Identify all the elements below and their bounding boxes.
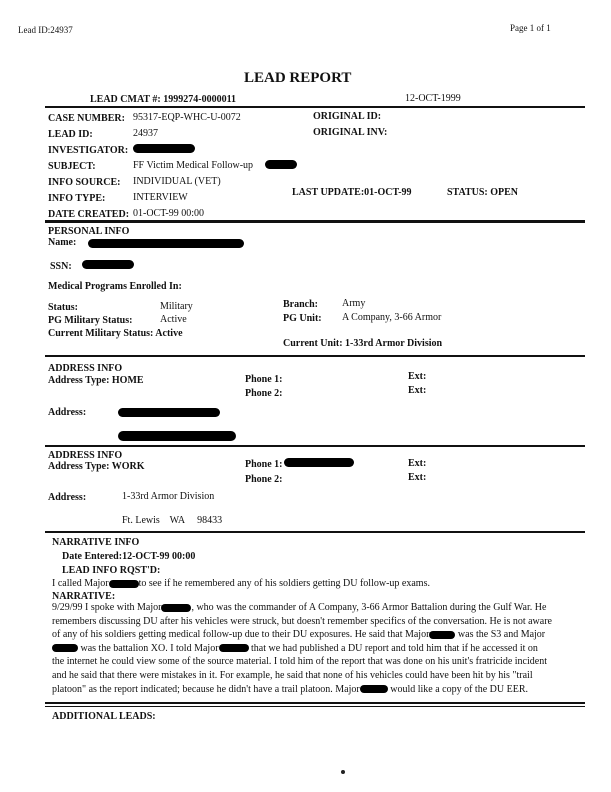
page-number: Page 1 of 1 bbox=[510, 23, 551, 33]
date-created: 01-OCT-99 00:00 bbox=[133, 208, 205, 219]
date-created-label: DATE CREATED: bbox=[48, 209, 130, 220]
phone2-label: Phone 2: bbox=[245, 388, 283, 399]
redaction bbox=[82, 260, 134, 269]
current-unit: Current Unit: 1-33rd Armor Division bbox=[283, 338, 443, 349]
address-home-heading: ADDRESS INFO bbox=[48, 363, 123, 374]
status-label: Status: bbox=[48, 302, 79, 313]
case-number-label: CASE NUMBER: bbox=[48, 113, 125, 124]
info-source-label: INFO SOURCE: bbox=[48, 177, 121, 188]
ext2-label: Ext: bbox=[408, 472, 427, 483]
case-number: 95317-EQP-WHC-U-0072 bbox=[133, 112, 241, 123]
header-lead-id: Lead ID:24937 bbox=[18, 25, 73, 35]
redaction bbox=[265, 160, 297, 169]
address-label: Address: bbox=[48, 492, 87, 503]
narrative-heading: NARRATIVE INFO bbox=[52, 537, 140, 548]
subject-label: SUBJECT: bbox=[48, 161, 96, 172]
pg-unit-label: PG Unit: bbox=[283, 313, 322, 324]
phone1-label: Phone 1: bbox=[245, 374, 283, 385]
address-work-heading: ADDRESS INFO bbox=[48, 450, 123, 461]
info-source: INDIVIDUAL (VET) bbox=[133, 176, 221, 187]
divider bbox=[45, 445, 585, 447]
personal-info-heading: PERSONAL INFO bbox=[48, 226, 130, 237]
address-label: Address: bbox=[48, 407, 87, 418]
info-type: INTERVIEW bbox=[133, 192, 188, 203]
branch: Army bbox=[342, 298, 366, 309]
ext1-label: Ext: bbox=[408, 458, 427, 469]
redaction bbox=[133, 144, 195, 153]
ssn-label: SSN: bbox=[50, 261, 72, 272]
narrative-label: NARRATIVE: bbox=[52, 591, 116, 602]
phone2-label: Phone 2: bbox=[245, 474, 283, 485]
info-type-label: INFO TYPE: bbox=[48, 193, 106, 204]
lead-id-label: LEAD ID: bbox=[48, 129, 93, 140]
divider bbox=[45, 355, 585, 357]
last-update: LAST UPDATE:01-OCT-99 bbox=[292, 187, 412, 198]
divider bbox=[45, 702, 585, 704]
lead-info-rqst: I called Major to see if he remembered any of his soldiers getting DU follow-up exams. bbox=[52, 578, 430, 589]
branch-label: Branch: bbox=[283, 299, 318, 310]
address-type-work: Address Type: WORK bbox=[48, 461, 145, 472]
narrative-text: 9/29/99 I spoke with Major , who was the commander of A Company, 3-66 Armor Battalion during the Gulf War. He remembers discussing DU after his vehicles were struck, but doesn't remember specifics of the conversation. He is not aware of any of his soldiers getting medical follow-up due to their DU exposures. He said that Major was the S3 and Major was the battalion XO. I told Major that we had published a DU report and told him that if he accessed it on the internet he could view some of the source material. I told him of the report that was done on his unit's fratricide incident and he said that there were mistakes in it. For example, he said that none of his vehicles could have been hit by his "trail platoon" as the report indicated; because he didn't have a trail platoon. Major would like a copy of the DU EER. bbox=[52, 602, 552, 695]
current-military-status: Current Military Status: Active bbox=[48, 328, 183, 339]
pg-military-label: PG Military Status: bbox=[48, 315, 133, 326]
scan-speck bbox=[341, 770, 345, 774]
date-entered: Date Entered:12-OCT-99 00:00 bbox=[62, 551, 196, 562]
lead-id: 24937 bbox=[133, 128, 158, 139]
military-status: Military bbox=[160, 301, 193, 312]
phone1-label: Phone 1: bbox=[245, 459, 283, 470]
divider bbox=[45, 531, 585, 533]
medical-programs-label: Medical Programs Enrolled In: bbox=[48, 281, 182, 292]
redaction bbox=[118, 408, 220, 417]
original-inv-label: ORIGINAL INV: bbox=[313, 127, 388, 138]
divider bbox=[45, 220, 585, 223]
redaction bbox=[118, 431, 236, 441]
address-line1: 1-33rd Armor Division bbox=[122, 491, 215, 502]
redaction bbox=[284, 458, 354, 467]
address-line2: Ft. Lewis WA 98433 bbox=[122, 515, 223, 526]
ext1-label: Ext: bbox=[408, 371, 427, 382]
status: STATUS: OPEN bbox=[447, 187, 519, 198]
original-id-label: ORIGINAL ID: bbox=[313, 111, 382, 122]
subject: FF Victim Medical Follow-up bbox=[133, 160, 254, 171]
divider bbox=[45, 706, 585, 707]
address-type-home: Address Type: HOME bbox=[48, 375, 144, 386]
divider bbox=[45, 106, 585, 108]
lead-cmat: LEAD CMAT #: 1999274-0000011 bbox=[90, 94, 237, 105]
name-label: Name: bbox=[48, 237, 77, 248]
redaction bbox=[88, 239, 244, 248]
lead-info-rqst-label: LEAD INFO RQST'D: bbox=[62, 565, 161, 576]
additional-leads-label: ADDITIONAL LEADS: bbox=[52, 711, 156, 722]
ext2-label: Ext: bbox=[408, 385, 427, 396]
page-title: LEAD REPORT bbox=[244, 70, 352, 86]
pg-unit: A Company, 3-66 Armor bbox=[342, 312, 442, 323]
pg-military: Active bbox=[160, 314, 187, 325]
investigator-label: INVESTIGATOR: bbox=[48, 145, 129, 156]
cmat-date: 12-OCT-1999 bbox=[405, 93, 461, 104]
